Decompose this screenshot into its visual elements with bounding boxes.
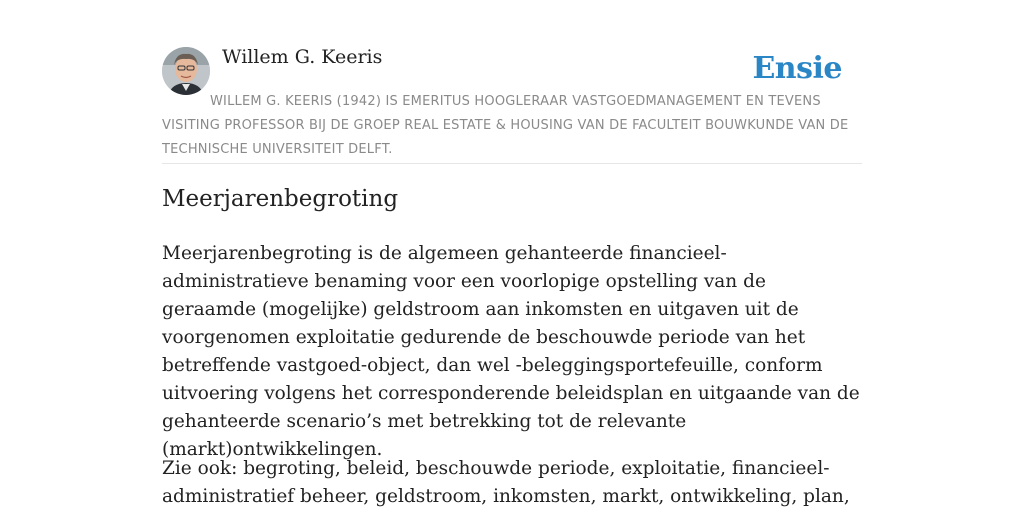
see-also[interactable]: Zie ook: begroting, beleid, beschouwde periode, exploitatie, financieel-administratief beheer, geldstroom, inkomsten, markt, ontwikkeling, plan, [162,458,850,507]
site-logo[interactable]: Ensie [752,51,842,86]
page [162,0,862,512]
author-bio: WILLEM G. KEERIS (1942) IS EMERITUS HOOGLERAAR VASTGOEDMANAGEMENT EN TEVENS VISITING PROFESSOR BIJ DE GROEP REAL ESTATE & HOUSING VAN DE FACULTEIT BOUWKUNDE VAN DE TECHNISCHE UNIVERSITEIT DELFT. [162,94,849,157]
entry-title: Meerjarenbegroting [162,186,399,212]
entry-definition: Meerjarenbegroting is de algemeen gehanteerde financieel-administratieve benaming voor een voorlopige opstelling van de geraamde (mogelijke) geldstroom aan inkomsten en uitgaven uit de voorgenomen exploitatie gedurende de beschouwde periode van het betreffende vastgoed-object, dan wel -beleggingsportefeuille, conform uitvoering volgens het corresponderende beleidsplan en uitgaande van de gehanteerde scenario’s met betrekking tot de relevante (markt)ontwikkelingen. [162,243,860,460]
author-name[interactable]: Willem G. Keeris [222,46,383,68]
author-header [162,0,862,164]
avatar[interactable] [162,47,210,95]
author-photo-icon [162,47,210,95]
